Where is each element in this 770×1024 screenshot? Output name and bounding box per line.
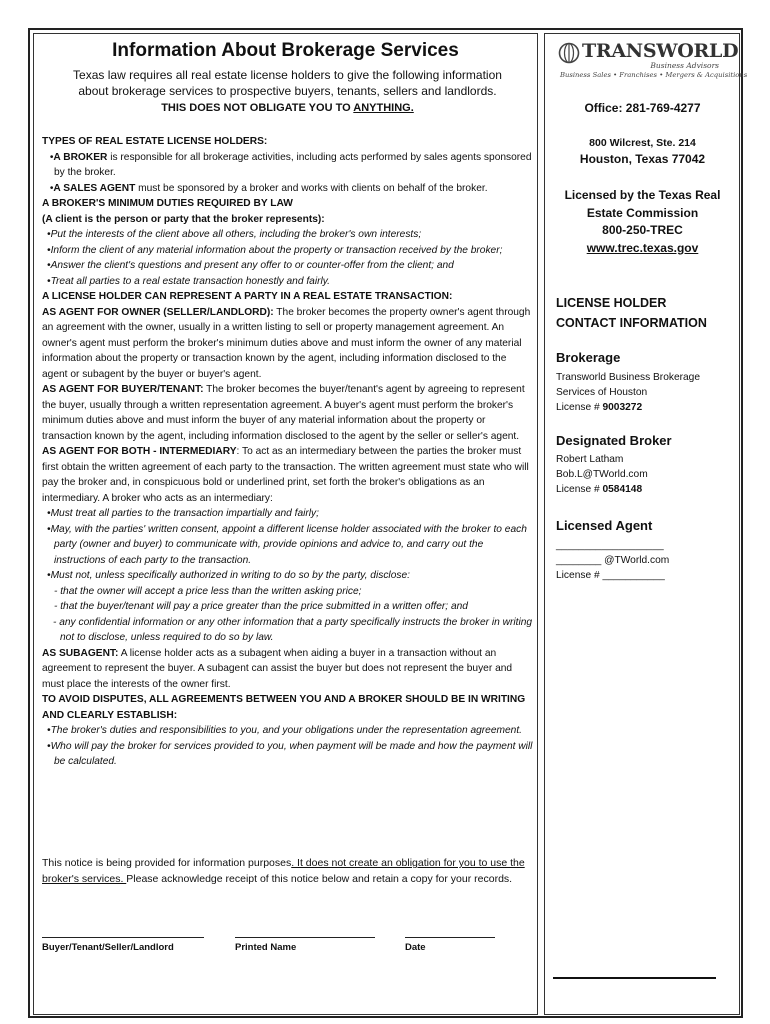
licensed-by-1: Licensed by the Texas Real	[564, 188, 721, 202]
signature-printed-name[interactable]	[235, 937, 375, 953]
trec-phone: 800-250-TREC	[602, 223, 683, 237]
contact-heading: LICENSE HOLDER CONTACT INFORMATION	[556, 296, 707, 330]
intermediary-duty-1: •Must treat all parties to the transaction impartially and fairly;	[47, 508, 319, 519]
duty-2: •Inform the client of any material information about the property or transaction received by the broker;	[47, 244, 503, 256]
anything-underlined: ANYTHING.	[353, 102, 414, 114]
intermediary-duty-3c: - any confidential information or any other information that a party specifically instructs the broker in writing not to disclose, unless required to do so by law.	[53, 616, 533, 643]
brokerage-heading: Brokerage	[556, 350, 621, 365]
intro-line-2: about brokerage services to prospective buyers, tenants, sellers and landlords.	[78, 84, 497, 98]
sales-agent-definition: •A SALES AGENT must be sponsored by a broker and works with clients on behalf of the broker.	[47, 182, 488, 194]
globe-logo-icon	[558, 42, 580, 64]
page-title: Information About Brokerage Services	[112, 40, 459, 61]
intermediary-duty-3: •Must not, unless specifically authorized in writing to do so by the party, disclose:	[47, 570, 410, 581]
buyer-agent: AS AGENT FOR BUYER/TENANT: The broker becomes the buyer/tenant's agent by agreeing to represent the buyer, usually through a written representation agreement. A buyer's agent must perform the broker's minimum duties above and must inform the buyer of any material information about the property or transaction known by the agent, including information disclosed to the agent by the seller or seller's agent.	[42, 384, 525, 442]
types-heading: TYPES OF REAL ESTATE LICENSE HOLDERS:	[42, 136, 268, 147]
licensed-agent-heading: Licensed Agent	[556, 518, 653, 533]
signature-line-right	[553, 977, 716, 979]
brokerage-details: Transworld Business Brokerage Services of Houston License # 9003272	[556, 372, 701, 413]
office-phone: Office: 281-769-4277	[584, 101, 701, 115]
buyer-signature-label: Buyer/Tenant/Seller/Landlord	[42, 942, 174, 953]
intro-text	[50, 67, 525, 116]
duty-3: •Answer the client's questions and present any offer to or counter-offer from the client; and	[47, 260, 454, 271]
dispute-2: •Who will pay the broker for services provided to you, when payment will be made and how the payment will be calculated.	[47, 740, 533, 767]
designated-broker-details: Robert Latham Bob.L@TWorld.com License # 0584148	[556, 452, 741, 497]
designated-broker-heading: Designated Broker	[556, 433, 672, 448]
designated-email[interactable]: Bob.L@TWorld.com	[556, 469, 648, 480]
address-line-2: Houston, Texas 77042	[579, 152, 706, 166]
trec-link[interactable]: www.trec.texas.gov	[586, 240, 699, 255]
signature-buyer[interactable]	[42, 937, 204, 953]
intermediary-duty-3a: - that the owner will accept a price less than the written asking price;	[54, 585, 362, 597]
owner-agent: AS AGENT FOR OWNER (SELLER/LANDLORD): The broker becomes the property owner's agent through an agreement with the owner, usually in a written listing to sell or property management agreement. An owner's agent must perform the broker's minimum duties above and must inform the owner of any material information about the property or transaction known by the agent, including information disclosed to the agent or subagent by the buyer or buyer's agent.	[42, 306, 531, 380]
body-text	[42, 134, 534, 770]
signature-date[interactable]	[405, 937, 495, 953]
dispute-1: •The broker's duties and responsibilities to you, and your obligations under the representation agreement.	[47, 725, 522, 736]
min-duties-heading: A BROKER'S MINIMUM DUTIES REQUIRED BY LAW	[42, 198, 293, 209]
date-label: Date	[405, 942, 426, 953]
logo-subtitle: Business Advisors	[650, 61, 719, 70]
licensed-by-2: Estate Commission	[586, 205, 699, 220]
intro-line-3	[50, 99, 525, 116]
represent-heading: A LICENSE HOLDER CAN REPRESENT A PARTY IN A REAL ESTATE TRANSACTION:	[42, 291, 453, 302]
notice-text: This notice is being provided for information purposes. It does not create an obligation for you to use the broker's services. Please acknowledge receipt of this notice below and retain a copy for your records.	[42, 857, 525, 885]
broker-definition: •A BROKER is responsible for all brokerage activities, including acts performed by sales agents sponsored by the broker.	[47, 151, 532, 178]
intermediary-duty-2: •May, with the parties' written consent, appoint a different license holder associated with the broker to each party (owner and buyer) to communicate with, provide opinions and advice to, and carry out the instructions of each party to the transaction.	[47, 523, 527, 566]
licensed-agent-details[interactable]: ___________________ ________ @TWorld.com License # ___________	[556, 540, 670, 581]
subagent: AS SUBAGENT: A license holder acts as a subagent when aiding a buyer in a transaction without an agreement to represent the buyer. A subagent can assist the buyer but does not represent the buyer and must place the interests of the owner first.	[42, 647, 513, 690]
intermediary: AS AGENT FOR BOTH - INTERMEDIARY: To act as an intermediary between the parties the broker must first obtain the written agreement of each party to the transaction. The written agreement must state who will pay the broker and, in conspicuous bold or underlined print, set forth the broker's obligations as an intermediary. A broker who acts as an intermediary:	[42, 446, 529, 504]
transworld-logo	[556, 40, 748, 84]
intermediary-duty-3b: - that the buyer/tenant will pay a price greater than the price submitted in a written offer; and	[54, 601, 468, 612]
logo-brand-text: TRANSWORLD	[582, 40, 739, 62]
duty-4: •Treat all parties to a real estate transaction honestly and fairly.	[47, 275, 330, 287]
logo-tagline: Business Sales • Franchises • Mergers & Acquisitions	[560, 71, 748, 79]
obligation-notice: THIS DOES NOT OBLIGATE YOU TO	[161, 102, 354, 114]
client-definition: (A client is the person or party that the broker represents):	[42, 213, 325, 225]
duty-1: •Put the interests of the client above all others, including the broker's own interests;	[47, 229, 422, 240]
intro-line-1: Texas law requires all real estate license holders to give the following information	[73, 68, 502, 82]
address-line-1: 800 Wilcrest, Ste. 214	[589, 137, 696, 149]
printed-name-label: Printed Name	[235, 942, 297, 953]
trec-info	[550, 187, 735, 257]
disputes-heading: TO AVOID DISPUTES, ALL AGREEMENTS BETWEEN YOU AND A BROKER SHOULD BE IN WRITING AND CLEARLY ESTABLISH:	[42, 694, 526, 721]
